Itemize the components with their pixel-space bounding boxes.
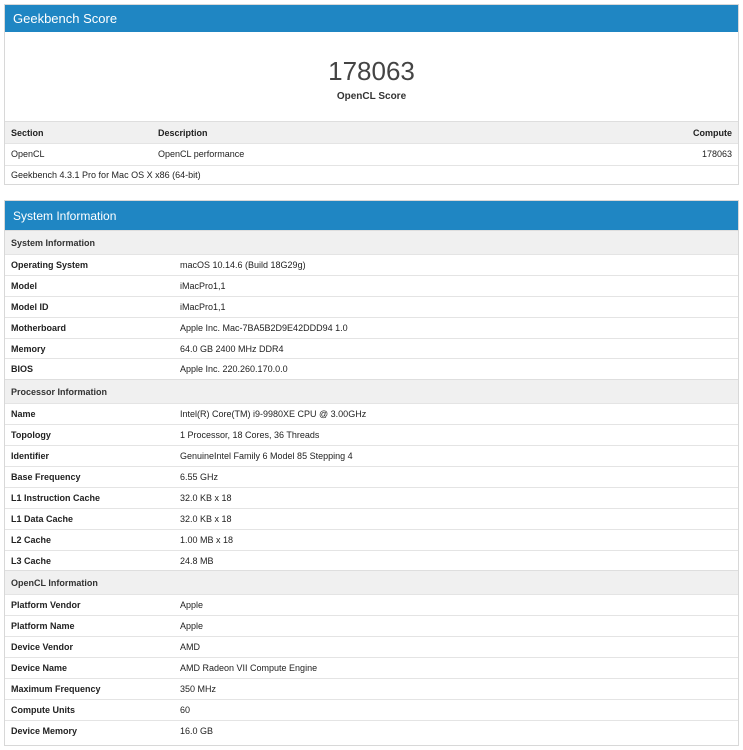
score-label: OpenCL Score bbox=[336, 91, 407, 102]
description-cell: OpenCL performance bbox=[152, 144, 538, 165]
info-key: Base Frequency bbox=[5, 467, 174, 488]
info-value: macOS 10.14.6 (Build 18G29g) bbox=[174, 255, 738, 276]
score-table-header-row bbox=[5, 122, 738, 144]
info-key: Compute Units bbox=[5, 699, 174, 720]
table-row bbox=[5, 616, 738, 637]
info-key: Identifier bbox=[5, 446, 174, 467]
table-row bbox=[5, 275, 738, 296]
column-header-description: Description bbox=[152, 122, 538, 144]
info-value: Apple bbox=[174, 595, 738, 616]
table-row bbox=[5, 317, 738, 338]
section-heading-row bbox=[5, 380, 738, 404]
system-information-card bbox=[4, 200, 739, 746]
info-key: Memory bbox=[5, 338, 174, 359]
table-row bbox=[5, 255, 738, 276]
table-row bbox=[5, 679, 738, 700]
info-key: Topology bbox=[5, 425, 174, 446]
geekbench-score-card bbox=[4, 4, 739, 185]
table-row bbox=[5, 467, 738, 488]
section-cell: OpenCL bbox=[5, 144, 152, 165]
info-value: iMacPro1,1 bbox=[174, 296, 738, 317]
table-row bbox=[5, 595, 738, 616]
table-row bbox=[5, 296, 738, 317]
table-row bbox=[5, 338, 738, 359]
info-value: AMD bbox=[174, 637, 738, 658]
info-value: 1.00 MB x 18 bbox=[174, 529, 738, 550]
score-value: 178063 bbox=[328, 56, 415, 86]
info-key: L3 Cache bbox=[5, 550, 174, 571]
table-row bbox=[5, 529, 738, 550]
table-row bbox=[5, 550, 738, 571]
info-key: Motherboard bbox=[5, 317, 174, 338]
table-row bbox=[5, 699, 738, 720]
column-header-compute: Compute bbox=[538, 122, 738, 144]
info-value: 6.55 GHz bbox=[174, 467, 738, 488]
column-header-section: Section bbox=[5, 122, 152, 144]
info-value: Intel(R) Core(TM) i9-9980XE CPU @ 3.00GHz bbox=[174, 404, 738, 425]
info-key: Device Vendor bbox=[5, 637, 174, 658]
table-row bbox=[5, 446, 738, 467]
table-row bbox=[5, 487, 738, 508]
info-value: 60 bbox=[174, 699, 738, 720]
info-value: 32.0 KB x 18 bbox=[174, 487, 738, 508]
info-key: Operating System bbox=[5, 255, 174, 276]
table-row bbox=[5, 508, 738, 529]
section-heading-row bbox=[5, 231, 738, 255]
info-value: iMacPro1,1 bbox=[174, 275, 738, 296]
score-card-title: Geekbench Score bbox=[13, 11, 118, 26]
info-value: Apple Inc. 220.260.170.0.0 bbox=[174, 359, 738, 380]
score-card-header bbox=[5, 5, 738, 32]
system-info-table bbox=[5, 230, 738, 741]
info-value: 24.8 MB bbox=[174, 550, 738, 571]
table-row bbox=[5, 144, 738, 165]
compute-cell: 178063 bbox=[538, 144, 738, 165]
table-row bbox=[5, 404, 738, 425]
section-heading: OpenCL Information bbox=[5, 571, 738, 595]
score-table bbox=[5, 121, 738, 165]
table-row bbox=[5, 637, 738, 658]
info-value: GenuineIntel Family 6 Model 85 Stepping 4 bbox=[174, 446, 738, 467]
section-heading: Processor Information bbox=[5, 380, 738, 404]
info-value: Apple bbox=[174, 616, 738, 637]
version-note: Geekbench 4.3.1 Pro for Mac OS X x86 (64-bit) bbox=[5, 165, 738, 185]
table-row bbox=[5, 658, 738, 679]
info-key: L2 Cache bbox=[5, 529, 174, 550]
table-row bbox=[5, 359, 738, 380]
info-key: L1 Data Cache bbox=[5, 508, 174, 529]
info-key: Platform Vendor bbox=[5, 595, 174, 616]
info-key: Model ID bbox=[5, 296, 174, 317]
info-key: Platform Name bbox=[5, 616, 174, 637]
info-key: Model bbox=[5, 275, 174, 296]
section-heading: System Information bbox=[5, 231, 738, 255]
info-key: L1 Instruction Cache bbox=[5, 487, 174, 508]
info-key: BIOS bbox=[5, 359, 174, 380]
info-key: Device Memory bbox=[5, 720, 174, 741]
info-value: 16.0 GB bbox=[174, 720, 738, 741]
info-key: Maximum Frequency bbox=[5, 679, 174, 700]
table-row bbox=[5, 425, 738, 446]
system-card-header bbox=[5, 201, 738, 230]
info-value: 32.0 KB x 18 bbox=[174, 508, 738, 529]
info-value: 350 MHz bbox=[174, 679, 738, 700]
score-block bbox=[5, 32, 738, 121]
info-key: Name bbox=[5, 404, 174, 425]
info-value: Apple Inc. Mac-7BA5B2D9E42DDD94 1.0 bbox=[174, 317, 738, 338]
info-value: 64.0 GB 2400 MHz DDR4 bbox=[174, 338, 738, 359]
info-value: AMD Radeon VII Compute Engine bbox=[174, 658, 738, 679]
section-heading-row bbox=[5, 571, 738, 595]
info-key: Device Name bbox=[5, 658, 174, 679]
table-row bbox=[5, 720, 738, 741]
system-card-title: System Information bbox=[13, 208, 117, 223]
info-value: 1 Processor, 18 Cores, 36 Threads bbox=[174, 425, 738, 446]
